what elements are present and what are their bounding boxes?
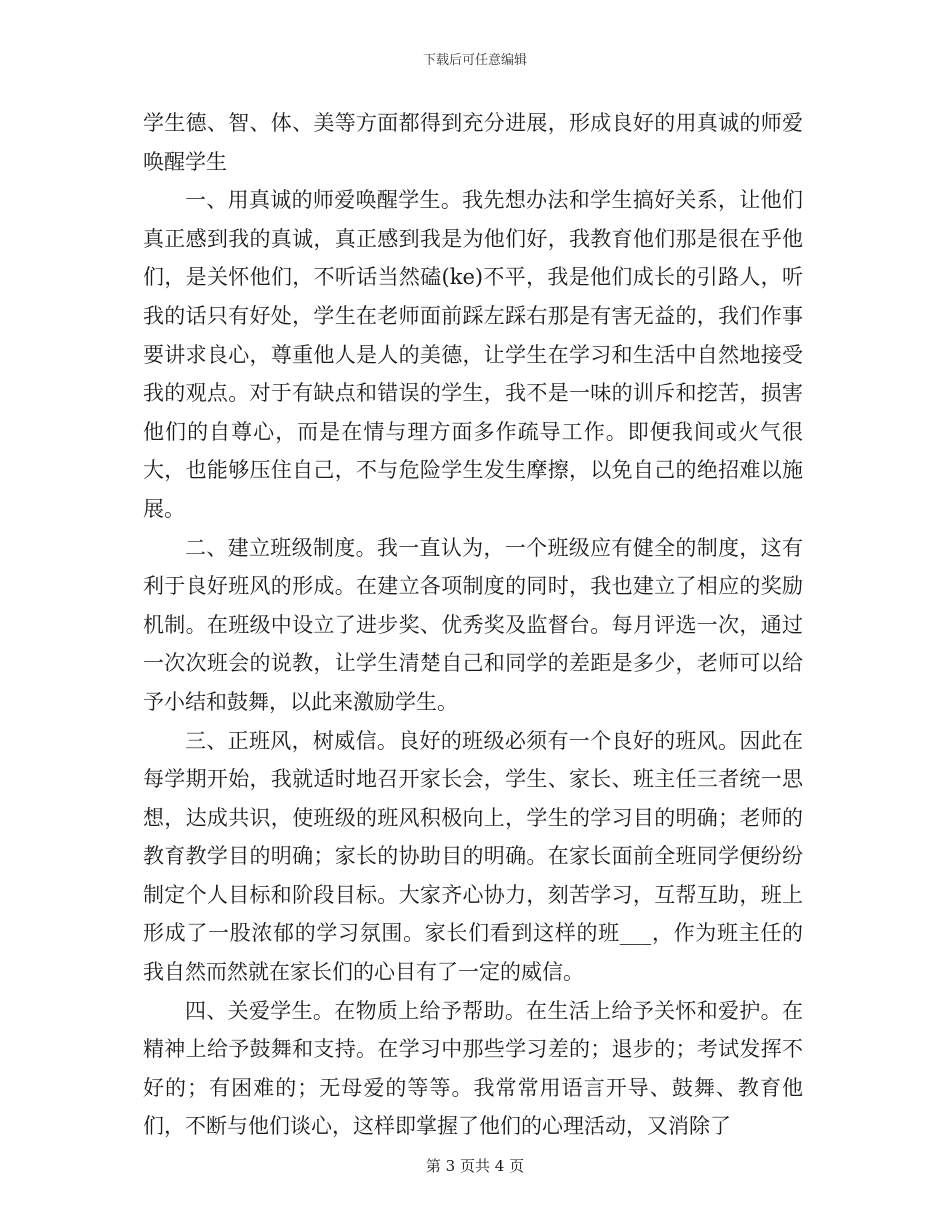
paragraph-section-4: 四、关爱学生。在物质上给予帮助。在生活上给予关怀和爱护。在精神上给予鼓舞和支持。在学习中那些学习差的；退步的；考试发挥不好的；有困难的；无母爱的等等。我常常用语言开导、鼓舞、教育他们，不断与他们谈心，这样即掌握了他们的心理活动，又消除了 [143, 998, 803, 1139]
page-header: 下载后可任意编辑 [422, 53, 527, 68]
paragraph-section-3: 三、正班风，树威信。良好的班级必须有一个良好的班风。因此在每学期开始，我就适时地召开家长会，学生、家长、班主任三者统一思想，达成共识，使班级的班风积极向上，学生的学习目的明确；老师的教育教学目的明确；家长的协助目的明确。在家长面前全班同学便纷纷制定个人目标和阶段目标。大家齐心协力，刻苦学习，互帮互助，班上形成了一股浓郁的学习氛围。家长们看到这样的班___，作为班主任的我自然而然就在家长们的心目有了一定的威信。 [143, 728, 803, 985]
paragraph-section-1: 一、用真诚的师爱唤醒学生。我先想办法和学生搞好关系，让他们真正感到我的真诚，真正感到我是为他们好，我教育他们那是很在乎他们，是关怀他们，不听话当然磕(ke)不平，我是他们成长的引路人，听我的话只有好处，学生在老师面前踩左踩右那是有害无益的，我们作事要讲求良心，尊重他人是人的美德，让学生在学习和生活中自然地接受我的观点。对于有缺点和错误的学生，我不是一味的训斥和挖苦，损害他们的自尊心，而是在情与理方面多作疏导工作。即便我间或火气很大，也能够压住自己，不与危险学生发生摩擦，以免自己的绝招难以施展。 [143, 188, 803, 521]
paragraph-section-2: 二、建立班级制度。我一直认为，一个班级应有健全的制度，这有利于良好班风的形成。在建立各项制度的同时，我也建立了相应的奖励机制。在班级中设立了进步奖、优秀奖及监督台。每月评选一次，通过一次次班会的说教，让学生清楚自己和同学的差距是多少，老师可以给予小结和鼓舞，以此来激励学生。 [143, 535, 803, 714]
document-body [143, 104, 803, 1146]
paragraph-continuation: 学生德、智、体、美等方面都得到充分进展，形成良好的用真诚的师爱唤醒学生 [143, 111, 803, 174]
page-footer: 第 3 页共 4 页 [425, 1157, 525, 1175]
